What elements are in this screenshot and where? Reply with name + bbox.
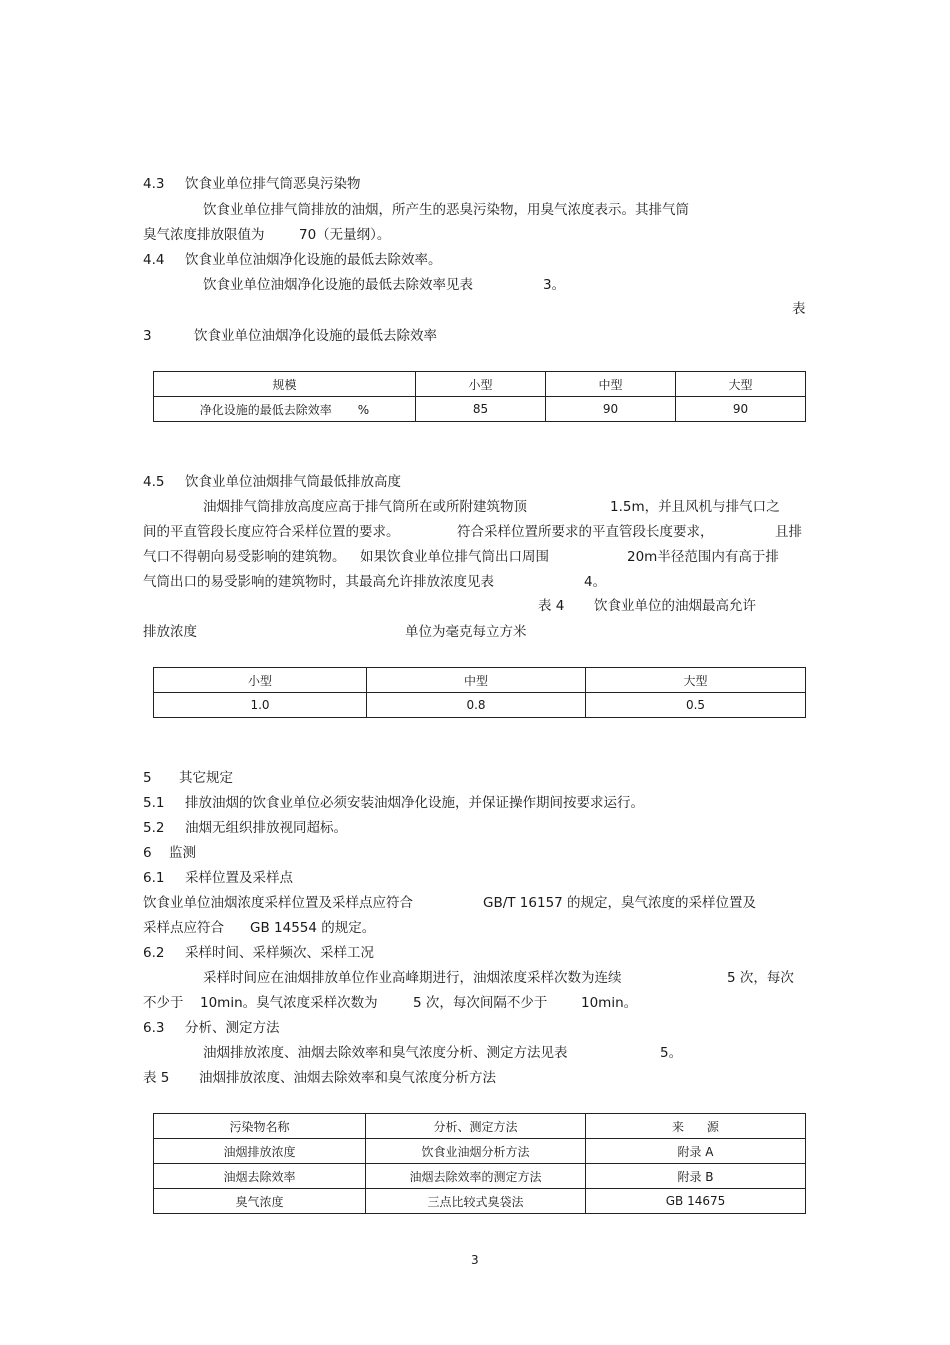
table-5-header-source: 来 源 <box>586 1114 806 1139</box>
table-3-header-scale: 规模 <box>154 372 416 397</box>
section-4-5-number: 4.5 <box>143 474 165 490</box>
table-3 <box>153 371 806 422</box>
table-5-cell: 附录 A <box>586 1139 806 1164</box>
section-6-2-line2b: 10min。臭气浓度采样次数为 <box>200 995 378 1011</box>
section-4-5-line3a: 气口不得朝向易受影响的建筑物。 <box>143 549 346 565</box>
section-6-3-line1a: 油烟排放浓度、油烟去除效率和臭气浓度分析、测定方法见表 <box>203 1045 568 1061</box>
table-4-header-row <box>154 668 806 693</box>
section-4-3-paragraph-line2a: 臭气浓度排放限值为 <box>143 227 265 243</box>
section-4-5-heading: 饮食业单位油烟排气筒最低排放高度 <box>185 474 401 490</box>
table-4-caption-title: 饮食业单位的油烟最高允许 <box>594 598 756 614</box>
table-5-header-pollutant: 污染物名称 <box>154 1114 366 1139</box>
table-5 <box>153 1113 806 1214</box>
table-5-header-method: 分析、测定方法 <box>366 1114 586 1139</box>
section-5-number: 5 <box>143 770 152 786</box>
table-5-cell: 油烟排放浓度 <box>154 1139 366 1164</box>
table-3-row-unit: % <box>357 402 370 417</box>
section-4-5-line3c: 20m半径范围内有高于排 <box>627 549 779 565</box>
table-5-cell: 附录 B <box>586 1164 806 1189</box>
table-4-header-small: 小型 <box>154 668 367 693</box>
section-4-3-paragraph-line2b: 70（无量纲）。 <box>299 227 391 243</box>
section-4-5-line3b: 如果饮食业单位排气筒出口周围 <box>360 549 549 565</box>
table-5-cell: 臭气浓度 <box>154 1189 366 1214</box>
section-6-2-number: 6.2 <box>143 945 165 961</box>
table-5-cell: 饮食业油烟分析方法 <box>366 1139 586 1164</box>
section-6-2-line2c: 5 次，每次间隔不少于 <box>413 995 548 1011</box>
section-4-5-line2b: 符合采样位置所要求的平直管段长度要求， <box>457 524 714 540</box>
table-row <box>154 1189 806 1214</box>
section-4-4-paragraph-b: 3。 <box>543 277 566 293</box>
section-6-3-line1b: 5。 <box>660 1045 683 1061</box>
section-6-1-line1a: 饮食业单位油烟浓度采样位置及采样点应符合 <box>143 895 413 911</box>
table-5-cell: 油烟去除效率的测定方法 <box>366 1164 586 1189</box>
table-5-header-row <box>154 1114 806 1139</box>
table-3-header-small: 小型 <box>416 372 546 397</box>
table-5-cell: GB 14675 <box>586 1189 806 1214</box>
section-6-2-line2a: 不少于 <box>143 995 184 1011</box>
section-4-5-line1b: 1.5m，并且风机与排气口之 <box>610 499 780 515</box>
section-4-4-number: 4.4 <box>143 252 165 268</box>
table-3-caption-number: 3 <box>143 328 152 344</box>
table-3-value-large: 90 <box>676 397 806 422</box>
section-4-5-line4b: 4。 <box>584 574 607 590</box>
table-3-header-large: 大型 <box>676 372 806 397</box>
section-6-2-line2d: 10min。 <box>581 995 638 1011</box>
section-4-5-line2a: 间的平直管段长度应符合采样位置的要求。 <box>143 524 400 540</box>
table-4-caption-unit: 单位为毫克每立方米 <box>405 624 527 640</box>
table-3-row <box>154 397 806 422</box>
section-4-3-heading: 饮食业单位排气筒恶臭污染物 <box>185 176 361 192</box>
table-5-cell: 三点比较式臭袋法 <box>366 1189 586 1214</box>
section-5-2-text: 油烟无组织排放视同超标。 <box>185 820 347 836</box>
table-4-caption-label: 表 4 <box>538 598 565 614</box>
section-4-4-paragraph-a: 饮食业单位油烟净化设施的最低去除效率见表 <box>203 277 473 293</box>
section-6-1-heading: 采样位置及采样点 <box>185 870 293 886</box>
table-4-header-large: 大型 <box>586 668 806 693</box>
section-4-5-line4a: 气筒出口的易受影响的建筑物时，其最高允许排放浓度见表 <box>143 574 494 590</box>
section-6-2-line1a: 采样时间应在油烟排放单位作业高峰期进行，油烟浓度采样次数为连续 <box>203 970 622 986</box>
section-6-2-line1b: 5 次，每次 <box>727 970 794 986</box>
table-4 <box>153 667 806 718</box>
page-number: 3 <box>471 1253 479 1267</box>
section-5-2-number: 5.2 <box>143 820 165 836</box>
section-5-1-text: 排放油烟的饮食业单位必须安装油烟净化设施，并保证操作期间按要求运行。 <box>185 795 644 811</box>
section-6-3-number: 6.3 <box>143 1020 165 1036</box>
section-6-1-number: 6.1 <box>143 870 165 886</box>
table-3-header-medium: 中型 <box>546 372 676 397</box>
section-6-3-heading: 分析、测定方法 <box>185 1020 280 1036</box>
section-4-4-heading: 饮食业单位油烟净化设施的最低去除效率。 <box>185 252 442 268</box>
section-4-3-paragraph-line1: 饮食业单位排气筒排放的油烟，所产生的恶臭污染物，用臭气浓度表示。其排气筒 <box>203 202 689 218</box>
table-4-value-small: 1.0 <box>154 693 367 718</box>
table-row <box>154 1139 806 1164</box>
table-5-caption-label: 表 5 <box>143 1070 170 1086</box>
section-6-number: 6 <box>143 845 152 861</box>
section-6-2-heading: 采样时间、采样频次、采样工况 <box>185 945 374 961</box>
section-6-1-line2b: GB 14554 的规定。 <box>250 920 376 936</box>
table-3-header-row <box>154 372 806 397</box>
section-6-1-line2a: 采样点应符合 <box>143 920 224 936</box>
section-4-5-line2c: 且排 <box>775 524 802 540</box>
table-5-caption-title: 油烟排放浓度、油烟去除效率和臭气浓度分析方法 <box>199 1070 496 1086</box>
table-row <box>154 1164 806 1189</box>
section-5-1-number: 5.1 <box>143 795 165 811</box>
section-6-1-line1b: GB/T 16157 的规定，臭气浓度的采样位置及 <box>483 895 757 911</box>
table-4-header-medium: 中型 <box>367 668 586 693</box>
table-4-row <box>154 693 806 718</box>
section-4-3-number: 4.3 <box>143 176 165 192</box>
table-4-caption-title-cont: 排放浓度 <box>143 624 197 640</box>
table-3-value-small: 85 <box>416 397 546 422</box>
table-3-caption-text: 饮食业单位油烟净化设施的最低去除效率 <box>194 328 437 344</box>
table-3-caption-label: 表 <box>792 301 806 317</box>
section-5-heading: 其它规定 <box>179 770 233 786</box>
table-3-value-medium: 90 <box>546 397 676 422</box>
table-4-value-large: 0.5 <box>586 693 806 718</box>
section-4-5-line1a: 油烟排气筒排放高度应高于排气筒所在或所附建筑物顶 <box>203 499 527 515</box>
table-4-value-medium: 0.8 <box>367 693 586 718</box>
table-3-row-label-cell <box>154 397 416 422</box>
table-3-row-label: 净化设施的最低去除效率 <box>199 402 332 417</box>
section-6-heading: 监测 <box>169 845 196 861</box>
table-5-cell: 油烟去除效率 <box>154 1164 366 1189</box>
